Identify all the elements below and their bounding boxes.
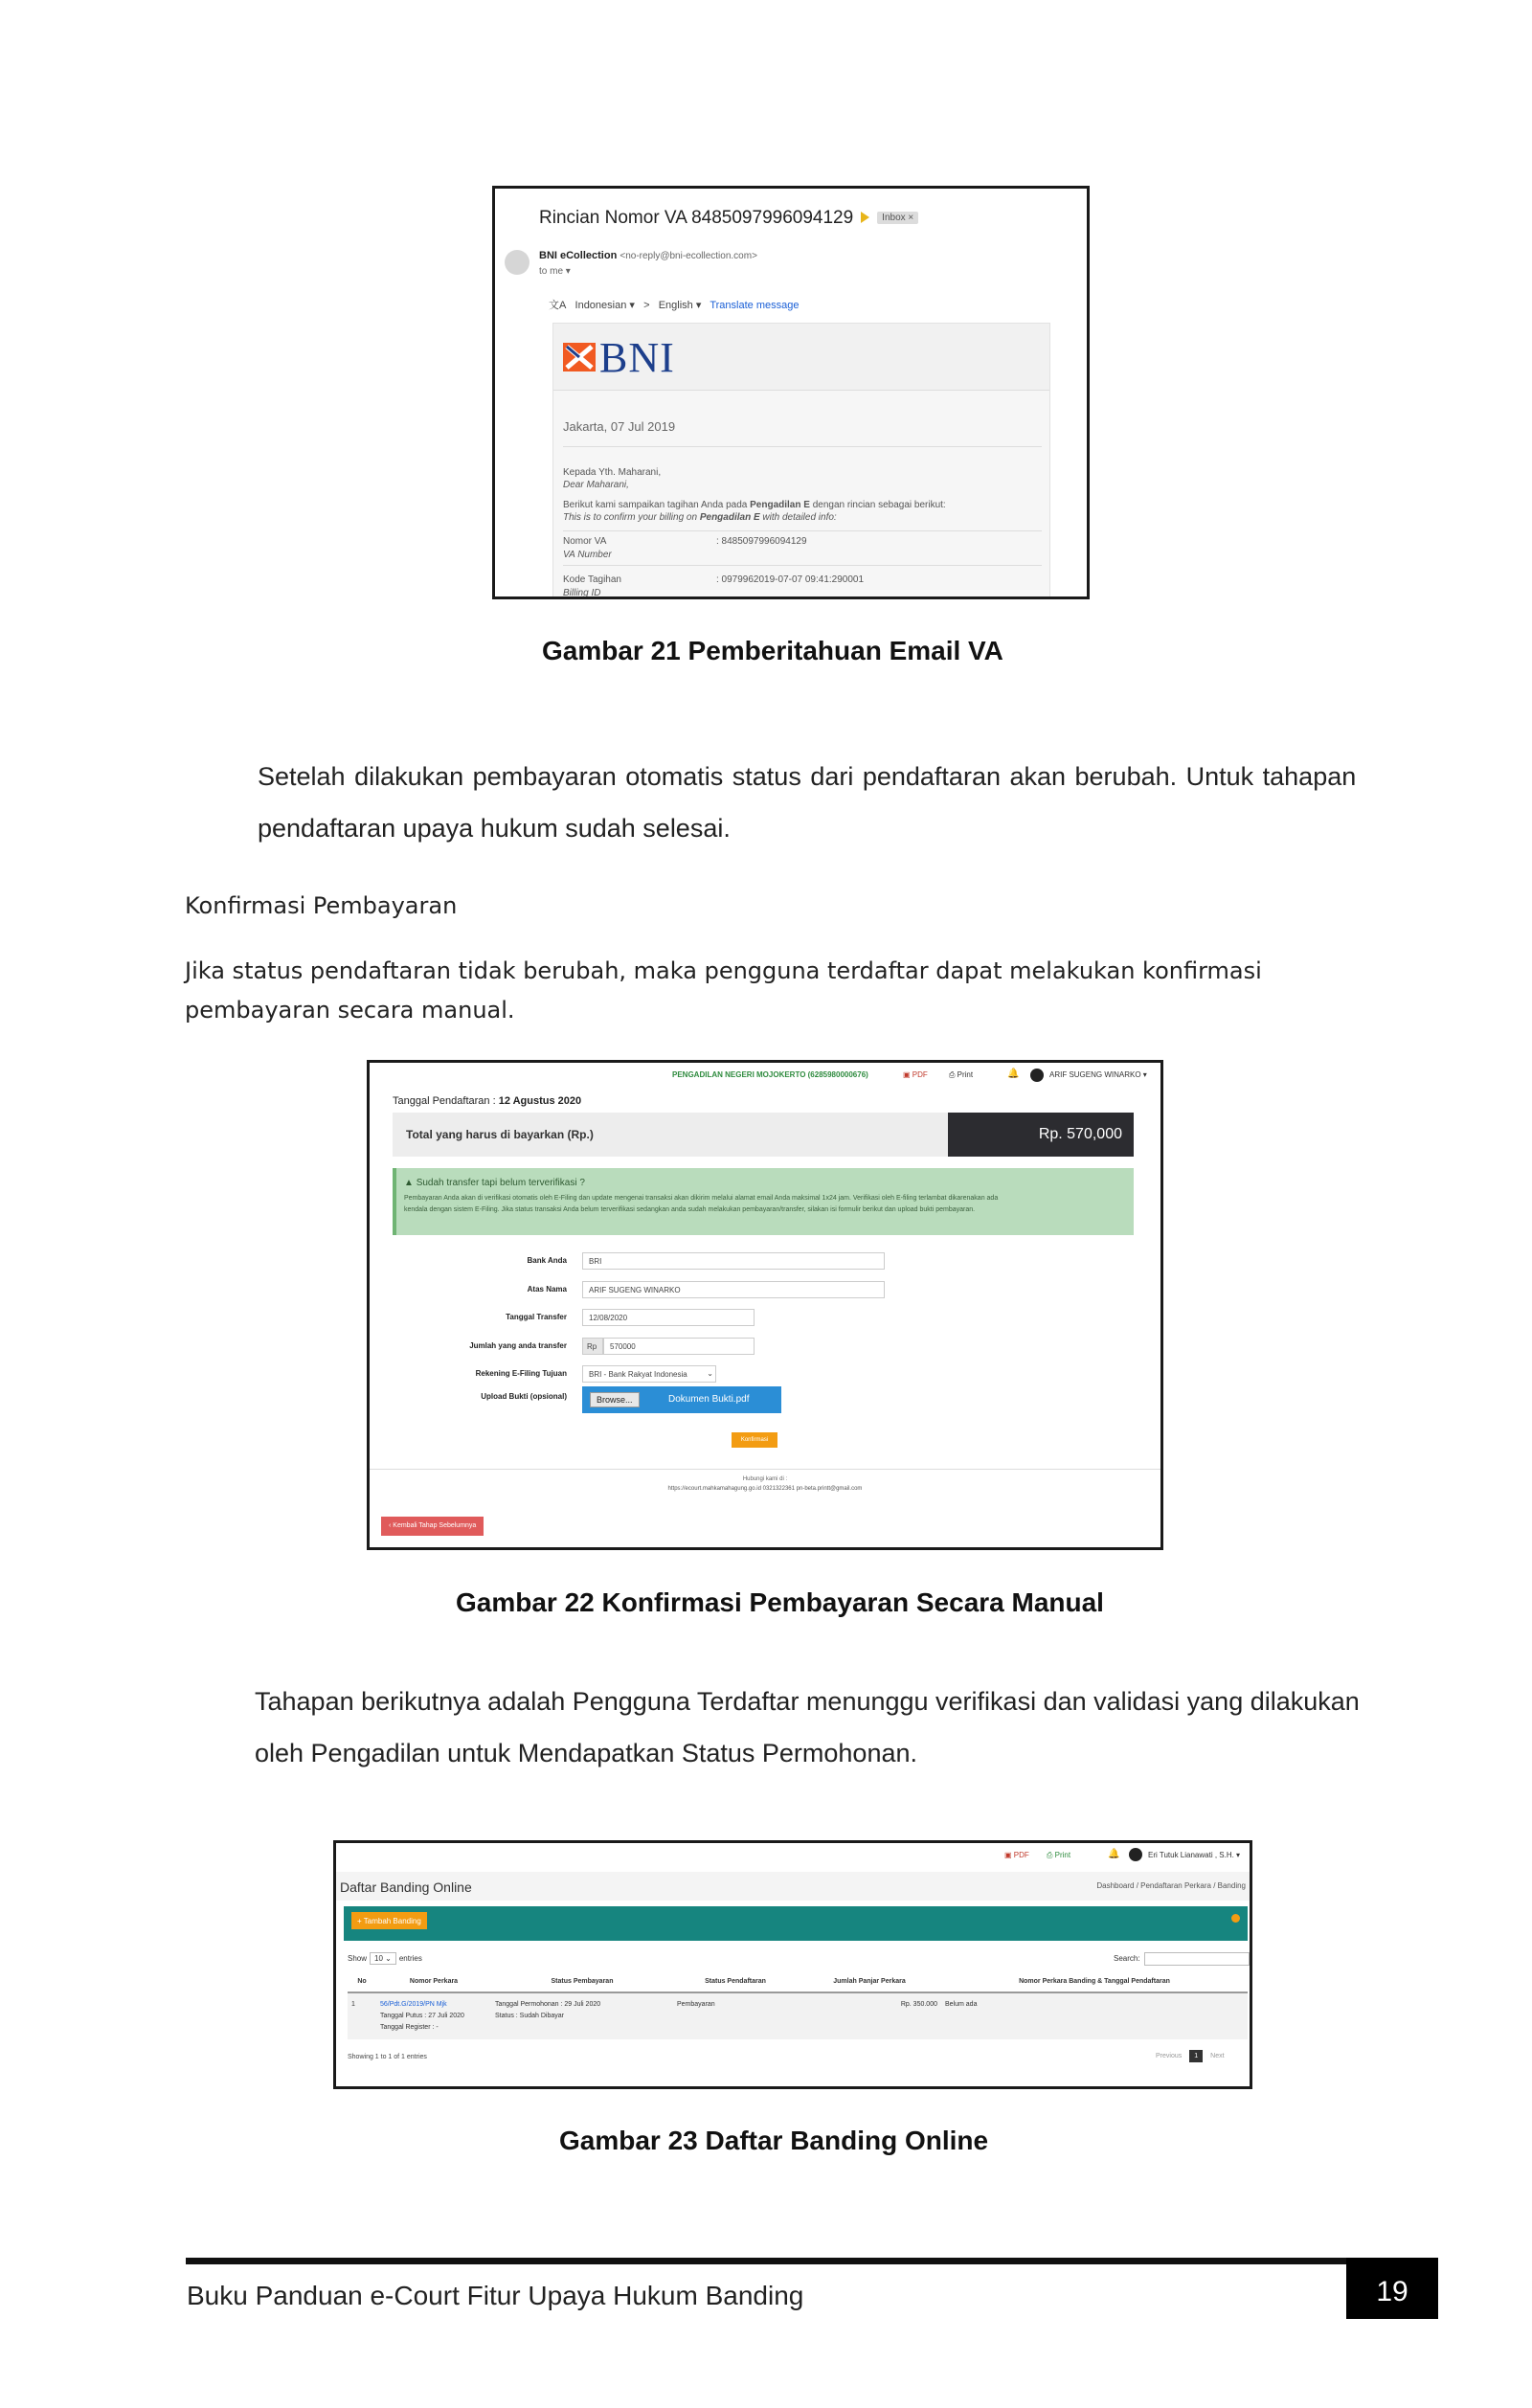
amount-input[interactable]: 570000: [603, 1338, 755, 1355]
upload-label: Upload Bukti (opsional): [481, 1392, 567, 1401]
alert-title: ▲ Sudah transfer tapi belum terverifikasi ?: [404, 1178, 585, 1188]
page-header: [336, 1872, 1250, 1901]
column-header[interactable]: Nomor Perkara Banding & Tanggal Pendaftaran: [941, 1971, 1248, 1992]
account-label: Rekening E-Filing Tujuan: [475, 1369, 567, 1378]
section-heading: Konfirmasi Pembayaran: [185, 892, 458, 919]
cell-no: 1: [348, 1992, 376, 2039]
greeting-en: Dear Maharani,: [563, 480, 629, 490]
page-size-control: Show 10 ⌄ entries: [348, 1954, 422, 1963]
amount-label: Jumlah yang anda transfer: [469, 1341, 567, 1350]
alert-text: Pembayaran Anda akan di verifikasi otomatis oleh E-Filing dan update mengenai transaksi akan dikirim melalui alamat email Anda maksimal 1x24 jam. Verifikasi oleh E-filing terlambat dikarenakan ada: [404, 1195, 999, 1202]
bank-label: Bank Anda: [527, 1256, 567, 1265]
top-bar: [370, 1063, 1160, 1088]
billing-label: Kode Tagihan: [563, 574, 621, 585]
figure-21-caption: Gambar 21 Pemberitahuan Email VA: [542, 636, 1003, 665]
email-sender: BNI eCollection <no-reply@bni-ecollection.com>: [539, 250, 757, 261]
bell-icon[interactable]: 🔔: [1007, 1069, 1020, 1079]
bell-icon[interactable]: 🔔: [1108, 1849, 1120, 1859]
prev-page-button[interactable]: Previous: [1156, 2053, 1183, 2059]
browse-button[interactable]: Browse...: [590, 1392, 640, 1407]
chevron-down-icon: ⌄: [707, 1369, 713, 1378]
footer-contact: Hubungi kami di :: [742, 1476, 788, 1482]
confirm-button[interactable]: Konfirmasi: [732, 1432, 777, 1448]
amount-prefix: Rp: [582, 1338, 603, 1355]
print-button[interactable]: ⎙ Print: [949, 1070, 974, 1079]
figure-23-caption: Gambar 23 Daftar Banding Online: [559, 2126, 989, 2155]
pagination: [1156, 2050, 1225, 2062]
total-label-box: Total yang harus di bayarkan (Rp.): [393, 1113, 948, 1157]
email-body: [552, 323, 1050, 599]
name-input[interactable]: ARIF SUGENG WINARKO: [582, 1281, 885, 1298]
va-label: Nomor VA: [563, 536, 607, 547]
figure-email-screenshot: [492, 186, 1090, 599]
intro-text-en: This is to confirm your billing on Pengadilan E with detailed info:: [563, 512, 837, 523]
lang-from[interactable]: Indonesian ▾: [574, 300, 635, 311]
alert-text: kendala dengan sistem E-Filing. Jika status transaksi Anda belum terverifikasi sedangkan anda sudah melakukan pembayaran/transfer, silakan isi formulir berikut dan upload bukti pembayaran.: [404, 1206, 976, 1213]
add-banding-button[interactable]: + Tambah Banding: [351, 1912, 427, 1929]
page-number: 19: [1346, 2258, 1438, 2319]
column-header[interactable]: Nomor Perkara: [376, 1971, 491, 1992]
search-input[interactable]: [1144, 1952, 1250, 1966]
bni-header: [553, 324, 1049, 391]
upload-field[interactable]: [582, 1386, 781, 1413]
divider: [563, 446, 1042, 447]
va-label-en: VA Number: [563, 550, 612, 560]
translate-bar: 文A Indonesian ▾ > English ▾ Translate message: [549, 300, 800, 311]
cell-status-pembayaran: [491, 1992, 673, 2039]
sender-avatar: [505, 250, 529, 275]
billing-label-en: Billing ID: [563, 588, 601, 598]
page-button[interactable]: 1: [1189, 2050, 1203, 2062]
cell-status-pendaftaran: Pembayaran: [673, 1992, 798, 2039]
bni-logo-icon: [563, 343, 596, 371]
banding-table: [348, 1971, 1248, 2039]
intro-text: Berikut kami sampaikan tagihan Anda pada Pengadilan E dengan rincian sebagai berikut:: [563, 500, 946, 510]
perkara-link[interactable]: 56/Pdt.G/2019/PN Mjk: [380, 2001, 447, 2008]
user-menu[interactable]: ARIF SUGENG WINARKO ▾: [1049, 1070, 1147, 1079]
va-value: : 8485097996094129: [716, 536, 807, 547]
breadcrumb[interactable]: Dashboard / Pendaftaran Perkara / Banding: [1096, 1881, 1246, 1890]
bni-logo: BNI: [599, 334, 675, 381]
page-size-select[interactable]: 10 ⌄: [370, 1952, 396, 1965]
status-bayar: Status : Sudah Dibayar: [495, 2013, 564, 2019]
divider: [370, 1469, 1160, 1470]
user-avatar: [1030, 1069, 1044, 1082]
print-button[interactable]: ⎙ Print: [1047, 1851, 1071, 1859]
top-bar: [336, 1843, 1250, 1866]
divider: [563, 530, 1042, 531]
cell-perkara: [376, 1992, 491, 2039]
column-header[interactable]: Status Pembayaran: [491, 1971, 673, 1992]
name-label: Atas Nama: [527, 1285, 567, 1294]
page-title: Daftar Banding Online: [340, 1879, 472, 1895]
transfer-date-label: Tanggal Transfer: [506, 1313, 567, 1321]
lang-to[interactable]: English ▾: [658, 300, 702, 311]
user-avatar: [1129, 1848, 1142, 1861]
toolbar: [344, 1906, 1248, 1941]
user-menu[interactable]: Eri Tutuk Lianawati , S.H. ▾: [1148, 1851, 1241, 1859]
transfer-date-input[interactable]: 12/08/2020: [582, 1309, 755, 1326]
figure-banding-screenshot: [333, 1840, 1252, 2089]
bank-input[interactable]: BRI: [582, 1252, 885, 1270]
inbox-label: Inbox ×: [877, 212, 918, 224]
figure-konfirmasi-screenshot: [367, 1060, 1163, 1550]
paragraph-payment-status: Setelah dilakukan pembayaran otomatis status dari pendaftaran akan berubah. Untuk tahapan pendaftaran upaya hukum sudah selesai.: [258, 762, 1357, 843]
footer-rule: [186, 2258, 1392, 2264]
paragraph-next-step: Tahapan berikutnya adalah Pengguna Terdaftar menunggu verifikasi dan validasi yang dilakukan oleh Pengadilan untuk Mendapatkan Status Permohonan.: [255, 1687, 1360, 1767]
column-header[interactable]: Jumlah Panjar Perkara: [798, 1971, 941, 1992]
pdf-button[interactable]: ▣ PDF: [1004, 1851, 1029, 1859]
translate-icon: 文A: [549, 300, 567, 311]
translate-link[interactable]: Translate message: [710, 300, 800, 311]
email-subject: Rincian Nomor VA 8485097996094129 Inbox ×: [539, 208, 918, 229]
next-page-button[interactable]: Next: [1210, 2053, 1225, 2059]
file-name: Dokumen Bukti.pdf: [668, 1394, 750, 1405]
column-header[interactable]: No: [348, 1971, 376, 1992]
perkara-putus: Tanggal Putus : 27 Juli 2020: [380, 2013, 464, 2019]
table-row: [348, 1992, 1248, 2039]
status-dot-icon: [1231, 1914, 1240, 1923]
importance-icon: [861, 212, 869, 223]
footer-title: Buku Panduan e-Court Fitur Upaya Hukum Banding: [187, 2281, 804, 2310]
account-select[interactable]: BRI - Bank Rakyat Indonesia ⌄: [582, 1365, 716, 1383]
divider: [563, 565, 1042, 566]
email-date: Jakarta, 07 Jul 2019: [563, 419, 676, 434]
cell-banding: Belum ada: [941, 1992, 1248, 2039]
paragraph-manual-confirm: Jika status pendaftaran tidak berubah, maka pengguna terdaftar dapat melakukan konfirmasi pembayaran secara manual.: [185, 957, 1262, 1024]
footer-links: https://ecourt.mahkamahagung.go.id 0321322361 pn-beta.printt@gmail.com: [667, 1486, 863, 1492]
tanggal-permohonan: Tanggal Permohonan : 29 Juli 2020: [495, 2001, 601, 2008]
pdf-button[interactable]: ▣ PDF: [903, 1070, 928, 1079]
registration-date: Tanggal Pendaftaran : 12 Agustus 2020: [393, 1095, 582, 1107]
search-control: Search:: [1114, 1952, 1250, 1966]
perkara-register: Tanggal Register : -: [380, 2024, 439, 2031]
billing-value: : 0979962019-07-07 09:41:290001: [716, 574, 865, 585]
column-header[interactable]: Status Pendaftaran: [673, 1971, 798, 1992]
court-name: PENGADILAN NEGERI MOJOKERTO (6285980000676): [672, 1070, 868, 1079]
back-button[interactable]: ‹ Kembali Tahap Sebelumnya: [381, 1517, 484, 1536]
cell-panjar: Rp. 350.000: [798, 1992, 941, 2039]
table-info: Showing 1 to 1 of 1 entries: [348, 2054, 427, 2060]
greeting: Kepada Yth. Maharani,: [563, 467, 662, 478]
email-recipient[interactable]: to me ▾: [539, 266, 571, 277]
figure-22-caption: Gambar 22 Konfirmasi Pembayaran Secara Manual: [456, 1587, 1104, 1617]
verification-alert: [393, 1168, 1134, 1235]
total-amount: Rp. 570,000: [948, 1113, 1134, 1157]
